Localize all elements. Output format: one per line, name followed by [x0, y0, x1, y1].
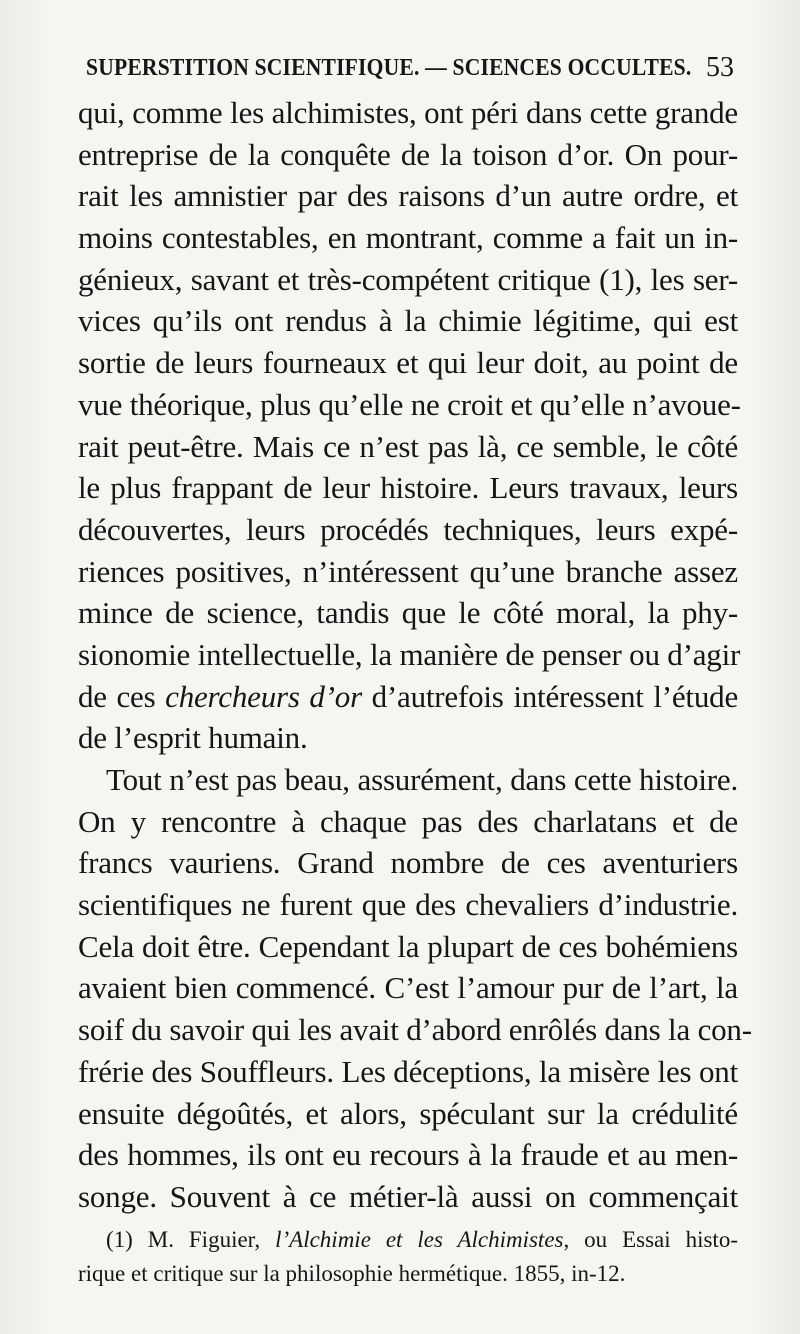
text-line: vices qu’ils ont rendus à la chimie légitime, qui est: [78, 303, 738, 339]
footnote: [78, 1223, 738, 1291]
text-line: sortie de leurs fourneaux et qui leur doit, au point de: [78, 345, 738, 381]
text-fragment: d’autrefois intéressent l’étude: [361, 678, 738, 714]
text-line: riences positives, n’intéressent qu’une branche assez: [78, 553, 738, 589]
text-fragment: de ces: [78, 678, 166, 714]
text-line: frérie des Souffleurs. Les déceptions, la misère les ont: [78, 1053, 738, 1089]
text-line: sionomie intellectuelle, la manière de penser ou d’agir: [78, 636, 741, 672]
text-line: rait les amnistier par des raisons d’un autre ordre, et: [78, 178, 738, 214]
text-line: mince de science, tandis que le côté moral, la phy-: [78, 595, 738, 631]
text-line: de l’esprit humain.: [78, 720, 308, 756]
text-line: entreprise de la conquête de la toison d’or. On pour-: [78, 136, 738, 172]
page-header: [78, 48, 734, 88]
text-line: découvertes, leurs procédés techniques, leurs expé-: [78, 511, 738, 547]
text-line: génieux, savant et très-compétent critique (1), les ser-: [78, 261, 738, 297]
italic-title: l’Alchimie et les Alchimistes: [275, 1227, 564, 1252]
page-number: 53: [706, 52, 734, 83]
text-line: ensuite dégoûtés, et alors, spéculant sur la crédulité: [78, 1095, 738, 1131]
text-line: songe. Souvent à ce métier-là aussi on commençait: [78, 1178, 738, 1214]
footnote-line: [78, 1223, 738, 1257]
text-line: le plus frappant de leur histoire. Leurs travaux, leurs: [78, 470, 738, 506]
text-line: moins contestables, en montrant, comme a fait un in-: [78, 220, 738, 256]
text-line: rait peut-être. Mais ce n’est pas là, ce semble, le côté: [78, 428, 738, 464]
text-line: [78, 676, 738, 718]
running-head: SUPERSTITION SCIENTIFIQUE. — SCIENCES OCCULTES.: [86, 55, 692, 81]
text-line: soif du savoir qui les avait d’abord enrôlés dans la con-: [78, 1012, 752, 1048]
text-line: vue théorique, plus qu’elle ne croit et qu’elle n’avoue-: [78, 386, 741, 422]
text-line: scientifiques ne furent que des chevaliers d’industrie.: [78, 887, 738, 923]
text-fragment: (1) M. Figuier,: [106, 1227, 276, 1252]
text-line: qui, comme les alchimistes, ont péri dans cette grande: [78, 95, 738, 130]
text-line: des hommes, ils ont eu recours à la fraude et au men-: [78, 1137, 738, 1173]
paragraph-first-line: Tout n’est pas beau, assurément, dans cette histoire.: [106, 762, 738, 797]
text-line: Cela doit être. Cependant la plupart de ces bohémiens: [78, 928, 738, 964]
body-text: [78, 92, 752, 1218]
text-line: avaient bien commencé. C’est l’amour pur de l’art, la: [78, 970, 738, 1006]
text-line: On y rencontre à chaque pas des charlatans et de: [78, 803, 738, 839]
text-line: francs vauriens. Grand nombre de ces aventuriers: [78, 845, 738, 881]
text-fragment: , ou Essai histo-: [563, 1227, 738, 1252]
italic-phrase: chercheurs d’or: [165, 678, 362, 714]
footnote-line: rique et critique sur la philosophie hermétique. 1855, in-12.: [78, 1261, 626, 1286]
